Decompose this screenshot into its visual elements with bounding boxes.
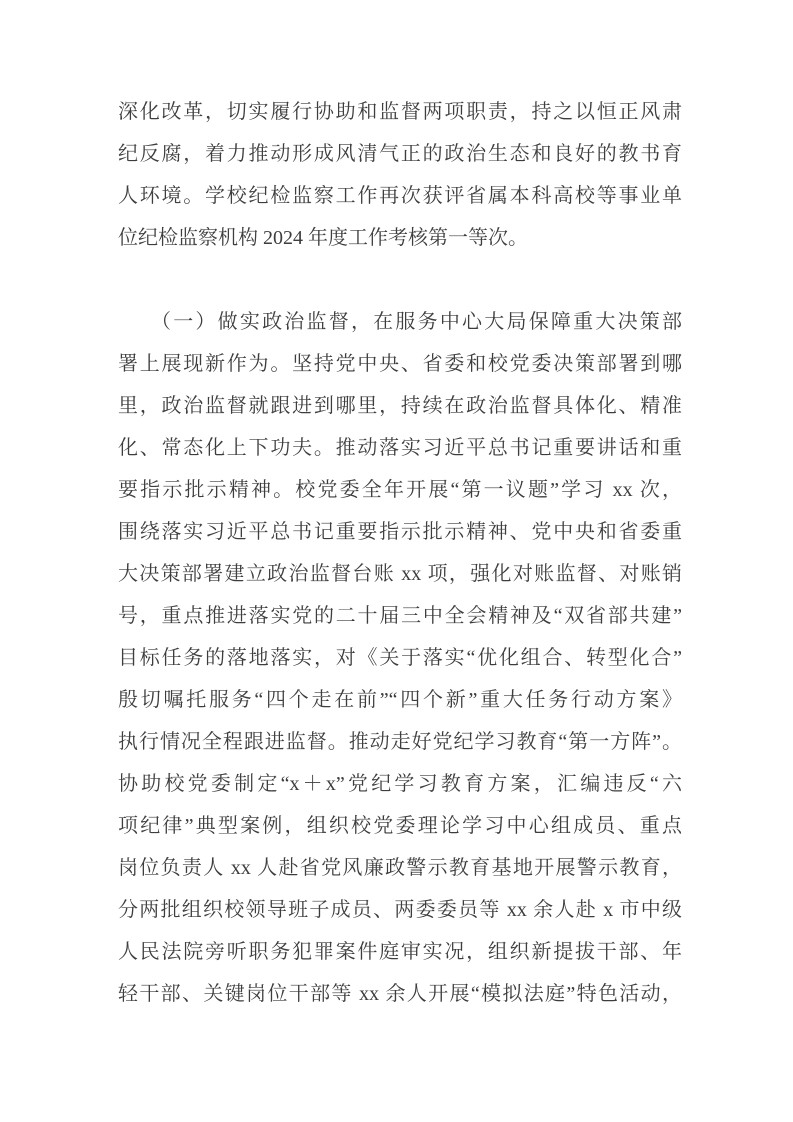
text-block (118, 91, 682, 1015)
paragraph (118, 91, 682, 259)
text-line: 号，重点推进落实党的二十届三中全会精神及“双省部共建” (118, 605, 682, 627)
text-line: 位纪检监察机构 2024 年度工作考核第一等次。 (118, 227, 528, 249)
text-line: 围绕落实习近平总书记重要指示批示精神、党中央和省委重 (118, 521, 682, 543)
text-line: 协助校党委制定“x＋x”党纪学习教育方案，汇编违反“六 (118, 773, 682, 795)
text-line: 人环境。学校纪检监察工作再次获评省属本科高校等事业单 (118, 185, 682, 207)
text-line: 深化改革，切实履行协助和监督两项职责，持之以恒正风肃 (118, 101, 682, 123)
text-line: 署上展现新作为。坚持党中央、省委和校党委决策部署到哪 (118, 353, 682, 375)
text-line: 化、常态化上下功夫。推动落实习近平总书记重要讲话和重 (118, 437, 682, 459)
text-line: 人民法院旁听职务犯罪案件庭审实况，组织新提拔干部、年 (118, 941, 682, 963)
text-line: 殷切嘱托服务“四个走在前”“四个新”重大任务行动方案》 (118, 689, 682, 711)
text-line: 执行情况全程跟进监督。推动走好党纪学习教育“第一方阵”。 (118, 731, 682, 753)
text-line: （一）做实政治监督，在服务中心大局保障重大决策部 (151, 311, 682, 333)
text-line: 大决策部署建立政治监督台账 xx 项，强化对账监督、对账销 (118, 563, 682, 585)
text-line: 纪反腐，着力推动形成风清气正的政治生态和良好的教书育 (118, 143, 682, 165)
text-line: 项纪律”典型案例，组织校党委理论学习中心组成员、重点 (118, 815, 682, 837)
text-line: 里，政治监督就跟进到哪里，持续在政治监督具体化、精准 (118, 395, 682, 417)
text-line: 轻干部、关键岗位干部等 xx 余人开展“模拟法庭”特色活动， (118, 983, 682, 1005)
paragraph (118, 301, 682, 1015)
text-line: 分两批组织校领导班子成员、两委委员等 xx 余人赴 x 市中级 (118, 899, 682, 921)
text-line: 目标任务的落地落实，对《关于落实“优化组合、转型化合” (118, 647, 682, 669)
text-line: 要指示批示精神。校党委全年开展“第一议题”学习 xx 次， (118, 479, 682, 501)
text-line: 岗位负责人 xx 人赴省党风廉政警示教育基地开展警示教育， (118, 857, 682, 879)
